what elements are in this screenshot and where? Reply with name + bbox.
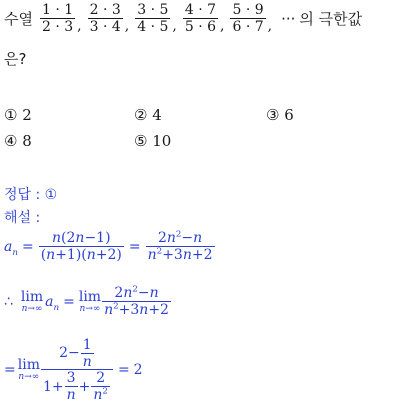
sequence-term-denominator: 5 · 6	[184, 18, 217, 35]
option-2-value: 4	[152, 106, 162, 124]
option-1-value: 2	[22, 106, 32, 124]
question-prefix: 수열	[4, 10, 33, 29]
answer-value: ①	[44, 187, 58, 203]
limit-operator-2: lim n→∞	[78, 288, 102, 314]
term-separator: ,	[220, 18, 225, 35]
formula-fraction-2: $\frac{2n^2-n}{n^2+3n+2}$	[147, 229, 213, 263]
sequence-term-denominator: 2 · 3	[41, 18, 74, 35]
sequence-term-1	[40, 3, 75, 34]
formula-limit: ∴ lim n→∞ $a_n$ = lim n→∞ $\frac{2n^2-n}{n^2+3n+2}$	[4, 284, 169, 318]
option-4	[4, 132, 32, 150]
sequence-term-denominator: 3 · 4	[89, 18, 121, 35]
answer-line	[4, 184, 57, 204]
answer-label: 정답 :	[4, 187, 41, 203]
option-5	[134, 132, 171, 150]
sequence-term-numerator: 2 · 3	[89, 2, 121, 18]
sequence-term-denominator: 4 · 5	[137, 18, 169, 35]
term-separator: ,	[267, 18, 273, 35]
option-1-mark: ①	[4, 106, 18, 124]
question-line-2: 은?	[4, 50, 27, 68]
term-separator: ,	[77, 18, 82, 35]
sequence-term-3	[135, 3, 170, 34]
formula-fraction-3: $\frac{2n^2-n}{n^2+3n+2}$	[104, 284, 169, 318]
option-4-value: 8	[22, 132, 32, 150]
question-line-1	[4, 3, 362, 34]
sequence-term-numerator: 5 · 9	[232, 2, 264, 18]
sequence-term-4	[183, 3, 218, 34]
sequence-term-numerator: 1 · 1	[41, 2, 74, 18]
option-3	[266, 106, 294, 124]
sequence-term-2	[88, 3, 123, 34]
question-ellipsis: ···	[281, 9, 296, 28]
formula-final: = lim n→∞ 2− $\frac{1}{n}$ 1+ $\frac{3}{n}$ + $\frac{2}{n^2}$ = 2	[4, 337, 143, 404]
formula-general-term: $a_n$ = $\frac{n(2n-1)}{(n+1)(n+2)}$ = $\frac{2n^2-n}{n^2+3n+2}$	[4, 229, 213, 263]
sequence-term-denominator: 6 · 7	[232, 18, 264, 35]
option-1	[4, 106, 32, 124]
term-separator: ,	[124, 18, 130, 35]
sequence-terms	[39, 3, 277, 34]
formula-an: $a_n$	[4, 238, 18, 258]
option-5-mark: ⑤	[134, 132, 148, 150]
option-4-mark: ④	[4, 132, 18, 150]
explanation-label: 해설 :	[4, 210, 41, 226]
formula-fraction-1: $\frac{n(2n-1)}{(n+1)(n+2)}$	[40, 230, 122, 263]
sequence-term-numerator: 4 · 7	[184, 2, 217, 18]
formula-fraction-4: 2− $\frac{1}{n}$ 1+ $\frac{3}{n}$ + $\frac{2}{n^2}$	[41, 338, 113, 403]
sequence-term-numerator: 3 · 5	[137, 2, 169, 18]
limit-operator-1: lim n→∞	[20, 288, 44, 314]
sequence-term-5	[230, 3, 265, 34]
option-3-mark: ③	[266, 106, 280, 124]
option-5-value: 10	[152, 132, 172, 150]
option-2	[134, 106, 162, 124]
term-separator: ,	[172, 18, 177, 35]
limit-operator-3: lim n→∞	[17, 357, 40, 383]
option-3-value: 6	[284, 106, 294, 124]
question-suffix: 의 극한값	[299, 10, 363, 29]
option-2-mark: ②	[134, 106, 148, 124]
